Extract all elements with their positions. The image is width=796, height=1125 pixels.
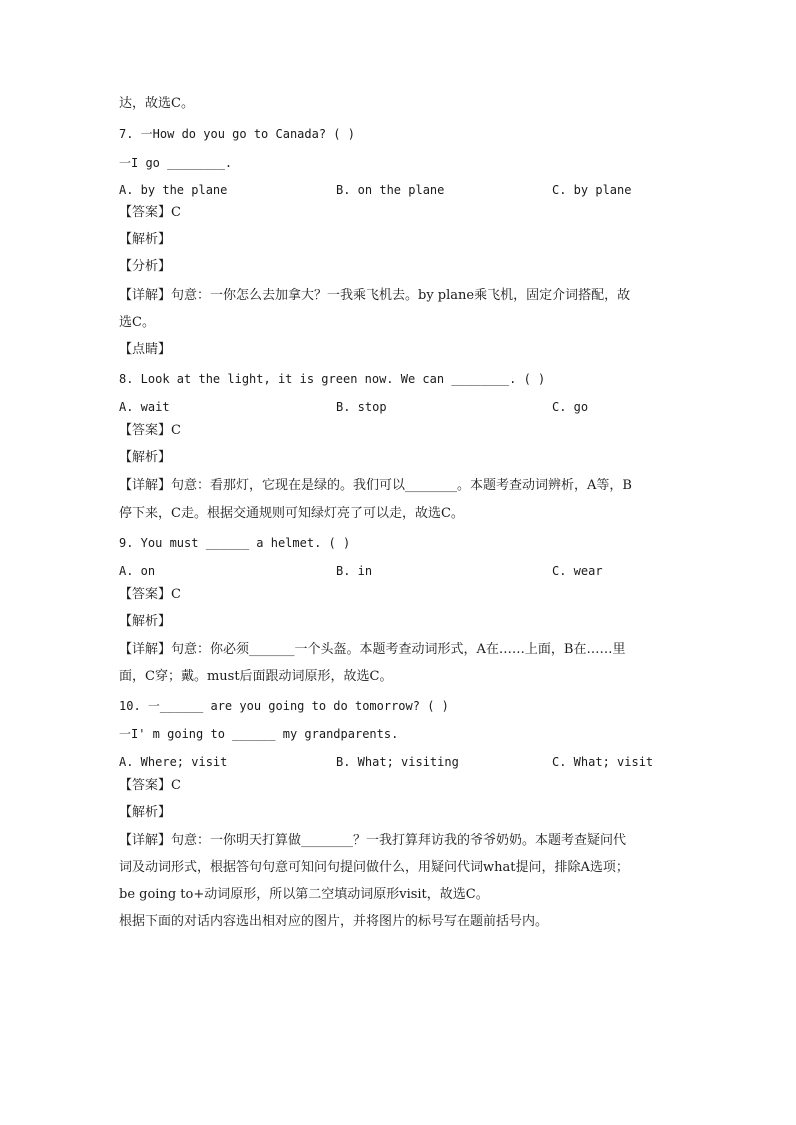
question-9-option-c: C. wear: [552, 564, 603, 578]
section-instruction: 根据下面的对话内容选出相对应的图片，并将图片的标号写在题前括号内。: [119, 914, 549, 929]
question-9-answer: 【答案】C: [119, 587, 181, 602]
question-8-analysis-label: 【解析】: [119, 450, 172, 465]
question-7-option-a: A. by the plane: [119, 183, 228, 197]
question-8-option-b: B. stop: [336, 400, 387, 414]
question-8-detail-cont: 停下来，C走。根据交通规则可知绿灯亮了可以走，故选C。: [119, 506, 464, 521]
question-7-answer: 【答案】C: [119, 205, 181, 220]
question-9-detail: 【详解】句意：你必须_______一个头盔。本题考查动词形式，A在……上面，B在……里: [119, 642, 626, 657]
question-9-analysis-label: 【解析】: [119, 614, 172, 629]
question-7: 7. 一How do you go to Canada? ( ): [119, 127, 355, 141]
question-10-detail: 【详解】句意：一你明天打算做________？一我打算拜访我的爷爷奶奶。本题考查疑问代: [119, 833, 627, 848]
question-9: 9. You must ______ a helmet. ( ): [119, 536, 351, 550]
question-9-option-b: B. in: [336, 564, 373, 578]
question-7-analysis-label: 【解析】: [119, 232, 172, 247]
question-10-option-c: C. What; visit: [552, 755, 654, 769]
question-10-option-a: A. Where; visit: [119, 755, 228, 769]
question-8-option-c: C. go: [552, 400, 589, 414]
question-10: 10. 一______ are you going to do tomorrow? ( ): [119, 699, 449, 713]
question-8-detail: 【详解】句意：看那灯，它现在是绿的。我们可以________。本题考查动词辨析，A等，B: [119, 478, 632, 493]
question-10-option-b: B. What; visiting: [336, 755, 459, 769]
question-7-dianjing-label: 【点睛】: [119, 342, 172, 357]
question-7-option-c: C. by plane: [552, 183, 632, 197]
question-10-analysis-label: 【解析】: [119, 805, 172, 820]
question-10-response: 一I' m going to ______ my grandparents.: [119, 727, 399, 741]
question-8: 8. Look at the light, it is green now. We can ________. ( ): [119, 372, 546, 386]
question-7-fenxi-label: 【分析】: [119, 259, 172, 274]
question-10-answer: 【答案】C: [119, 778, 181, 793]
question-7-detail-cont: 选C。: [119, 315, 155, 330]
question-8-option-a: A. wait: [119, 400, 170, 414]
text-line: 达，故选C。: [119, 96, 194, 111]
question-8-answer: 【答案】C: [119, 423, 181, 438]
question-9-option-a: A. on: [119, 564, 156, 578]
question-10-detail-cont: 词及动词形式，根据答句句意可知问句提问做什么，用疑问代词what提问，排除A选项；: [119, 860, 629, 875]
question-7-detail: 【详解】句意：一你怎么去加拿大？一我乘飞机去。by plane乘飞机，固定介词搭配，故: [119, 288, 631, 303]
question-7-option-b: B. on the plane: [336, 183, 445, 197]
question-9-detail-cont: 面，C穿；戴。must后面跟动词原形，故选C。: [119, 669, 393, 684]
question-10-detail-cont-2: be going to+动词原形，所以第二空填动词原形visit，故选C。: [119, 887, 489, 902]
question-7-response: 一I go ________.: [119, 156, 233, 170]
